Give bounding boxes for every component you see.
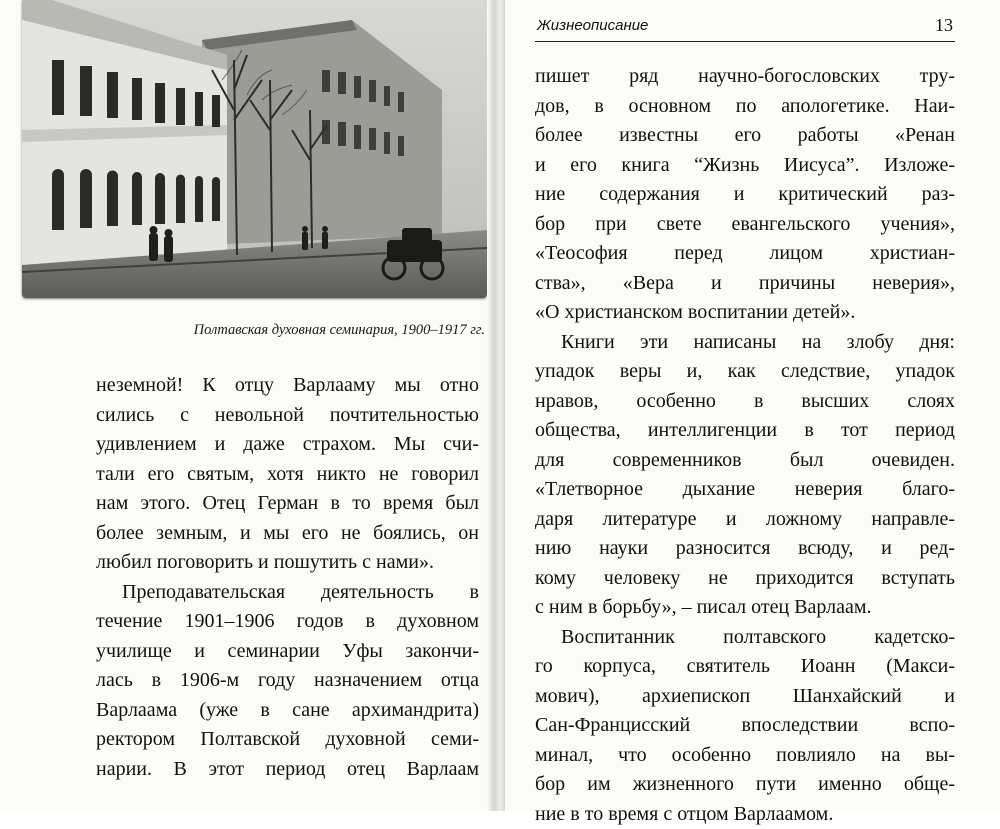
text-line: удивлением и даже страхом. Мы счи- xyxy=(96,430,479,460)
text-line: бор при свете евангельского учения», xyxy=(535,210,955,240)
text-line: ректором Полтавской духовной семи- xyxy=(96,725,479,755)
text-line: «О христианском воспитании детей». xyxy=(535,298,955,328)
text-line: кому человеку не приходится вступать xyxy=(535,564,955,594)
paragraph xyxy=(96,371,479,578)
text-line: тали его святым, хотя никто не говорил xyxy=(96,460,479,490)
text-line: мович), архиепископ Шанхайский и xyxy=(535,682,955,712)
text-line: минал, что особенно повлияло на вы- xyxy=(535,741,955,771)
text-line: течение 1901–1906 годов в духовном xyxy=(96,607,479,637)
text-line: и его книга “Жизнь Иисуса”. Изложе- xyxy=(535,151,955,181)
text-line: любил поговорить и пошутить с нами». xyxy=(96,548,479,578)
right-page-text xyxy=(535,62,955,829)
text-line: более известны его работы «Ренан xyxy=(535,121,955,151)
text-line: упадок веры и, как следствие, упадок xyxy=(535,357,955,387)
text-line: неземной! К отцу Варлааму мы отно xyxy=(96,371,479,401)
left-page xyxy=(0,0,493,811)
running-head-title: Жизнеописание xyxy=(537,17,648,34)
text-line: бор им жизненного пути именно обще- xyxy=(535,770,955,800)
text-line: нравов, особенно в высших слоях xyxy=(535,387,955,417)
text-line: ства», «Вера и причины неверия», xyxy=(535,269,955,299)
text-line: Варлаама (уже в сане архимандрита) xyxy=(96,696,479,726)
paragraph xyxy=(96,578,479,785)
text-line: более земным, и мы его не боялись, он xyxy=(96,519,479,549)
page-number: 13 xyxy=(935,15,953,36)
text-line: общества, интеллигенции в тот период xyxy=(535,416,955,446)
text-line: нам этого. Отец Герман в то время был xyxy=(96,489,479,519)
paragraph xyxy=(535,623,955,829)
left-page-text xyxy=(96,371,479,784)
text-line: училище и семинарии Уфы закончи- xyxy=(96,637,479,667)
text-line: ние в то время с отцом Варлаамом. xyxy=(535,800,955,829)
photo-caption: Полтавская духовная семинария, 1900–1917 гг. xyxy=(120,322,485,339)
running-head xyxy=(535,17,955,42)
right-page xyxy=(505,0,1000,811)
paragraph xyxy=(535,62,955,328)
text-line: «Тлетворное дыхание неверия благо- xyxy=(535,475,955,505)
text-line: ние содержания и критический раз- xyxy=(535,180,955,210)
text-line: с ним в борьбу», – писал отец Варлаам. xyxy=(535,593,955,623)
text-line: пишет ряд научно-богословских тру- xyxy=(535,62,955,92)
text-line: дов, в основном по апологетике. Наи- xyxy=(535,92,955,122)
text-line: Сан-Францисский впоследствии вспо- xyxy=(535,711,955,741)
text-line: Книги эти написаны на злобу дня: xyxy=(535,328,955,358)
text-line: Воспитанник полтавского кадетско- xyxy=(535,623,955,653)
text-line: даря литературе и ложному направле- xyxy=(535,505,955,535)
text-line: лась в 1906-м году назначением отца xyxy=(96,666,479,696)
text-line: Преподавательская деятельность в xyxy=(96,578,479,608)
text-line: «Теософия перед лицом христиан- xyxy=(535,239,955,269)
paragraph xyxy=(535,328,955,623)
seminary-photo xyxy=(22,0,487,298)
text-line: для современников был очевиден. xyxy=(535,446,955,476)
text-line: го корпуса, святитель Иоанн (Макси- xyxy=(535,652,955,682)
text-line: нию науки разносится всюду, и ред- xyxy=(535,534,955,564)
text-line: нарии. В этот период отец Варлаам xyxy=(96,755,479,785)
text-line: сились с невольной почтительностью xyxy=(96,401,479,431)
